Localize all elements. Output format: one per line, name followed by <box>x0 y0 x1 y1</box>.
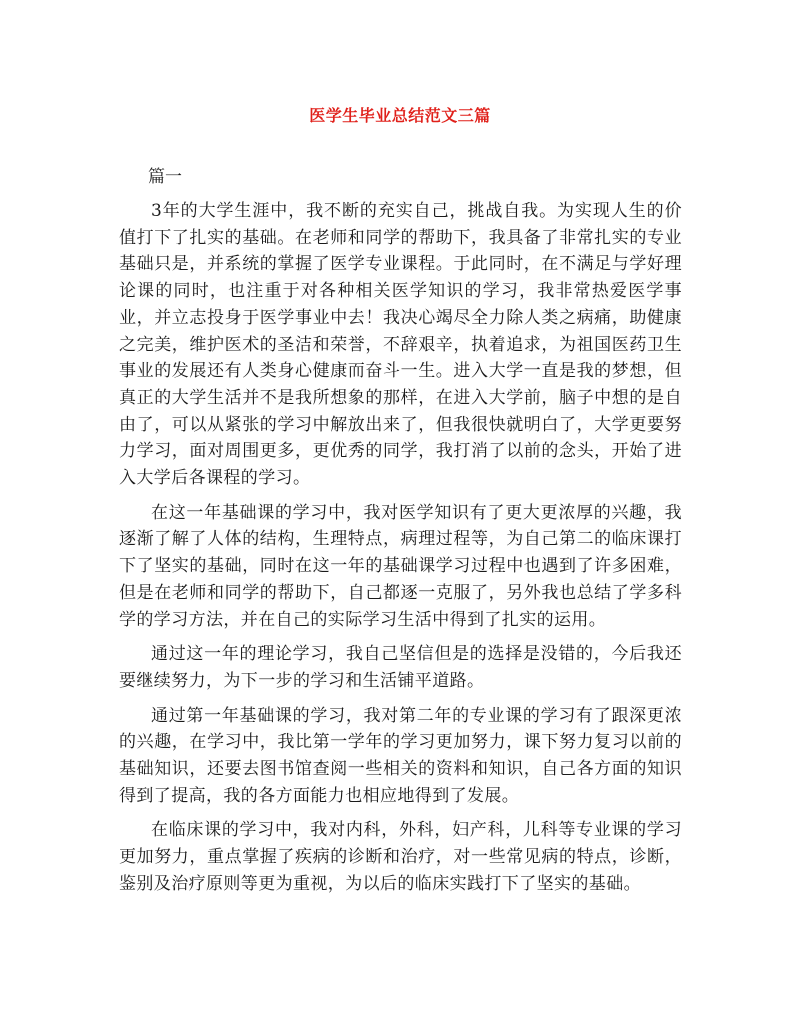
paragraph-2: 在这一年基础课的学习中，我对医学知识有了更大更浓厚的兴趣，我逐渐了解了人体的结构，生理特点，病理过程等，为自己第二的临床课打下了坚实的基础，同时在这一年的基础课学习过程中也遇到了许多困难，但是在老师和同学的帮助下，自己都逐一克服了，另外我也总结了学多科学的学习方法，并在自己的实际学习生活中得到了扎实的运用。 <box>119 502 682 630</box>
document-title: 医学生毕业总结范文三篇 <box>309 106 491 125</box>
paragraph-5: 在临床课的学习中，我对内科，外科，妇产科，儿科等专业课的学习更加努力，重点掌握了疾病的诊断和治疗，对一些常见病的特点，诊断，鉴别及治疗原则等更为重视，为以后的临床实践打下了坚实的基础。 <box>119 820 682 894</box>
section-heading: 篇一 <box>148 167 182 187</box>
paragraph-4: 通过第一年基础课的学习，我对第二年的专业课的学习有了跟深更浓的兴趣，在学习中，我比第一学年的学习更加努力，课下努力复习以前的基础知识，还要去图书馆查阅一些相关的资料和知识，自己各方面的知识得到了提高，我的各方面能力也相应地得到了发展。 <box>119 705 682 806</box>
paragraph-1: 3年的大学生涯中，我不断的充实自己，挑战自我。为实现人生的价值打下了扎实的基础。在老师和同学的帮助下，我具备了非常扎实的专业基础只是，并系统的掌握了医学专业课程。于此同时，在不满足与学好理论课的同时，也注重于对各种相关医学知识的学习，我非常热爱医学事业，并立志投身于医学事业中去！我决心竭尽全力除人类之病痛，助健康之完美，维护医术的圣洁和荣誉，不辞艰辛，执着追求，为祖国医药卫生事业的发展还有人类身心健康而奋斗一生。进入大学一直是我的梦想，但真正的大学生活并不是我所想象的那样，在进入大学前，脑子中想的是自由了，可以从紧张的学习中解放出来了，但我很快就明白了，大学更要努力学习，面对周围更多，更优秀的同学，我打消了以前的念头，开始了进入大学后各课程的学习。 <box>119 201 682 489</box>
paragraph-3: 通过这一年的理论学习，我自己坚信但是的选择是没错的，今后我还要继续努力，为下一步的学习和生活铺平道路。 <box>119 644 682 691</box>
document-body <box>119 198 682 906</box>
